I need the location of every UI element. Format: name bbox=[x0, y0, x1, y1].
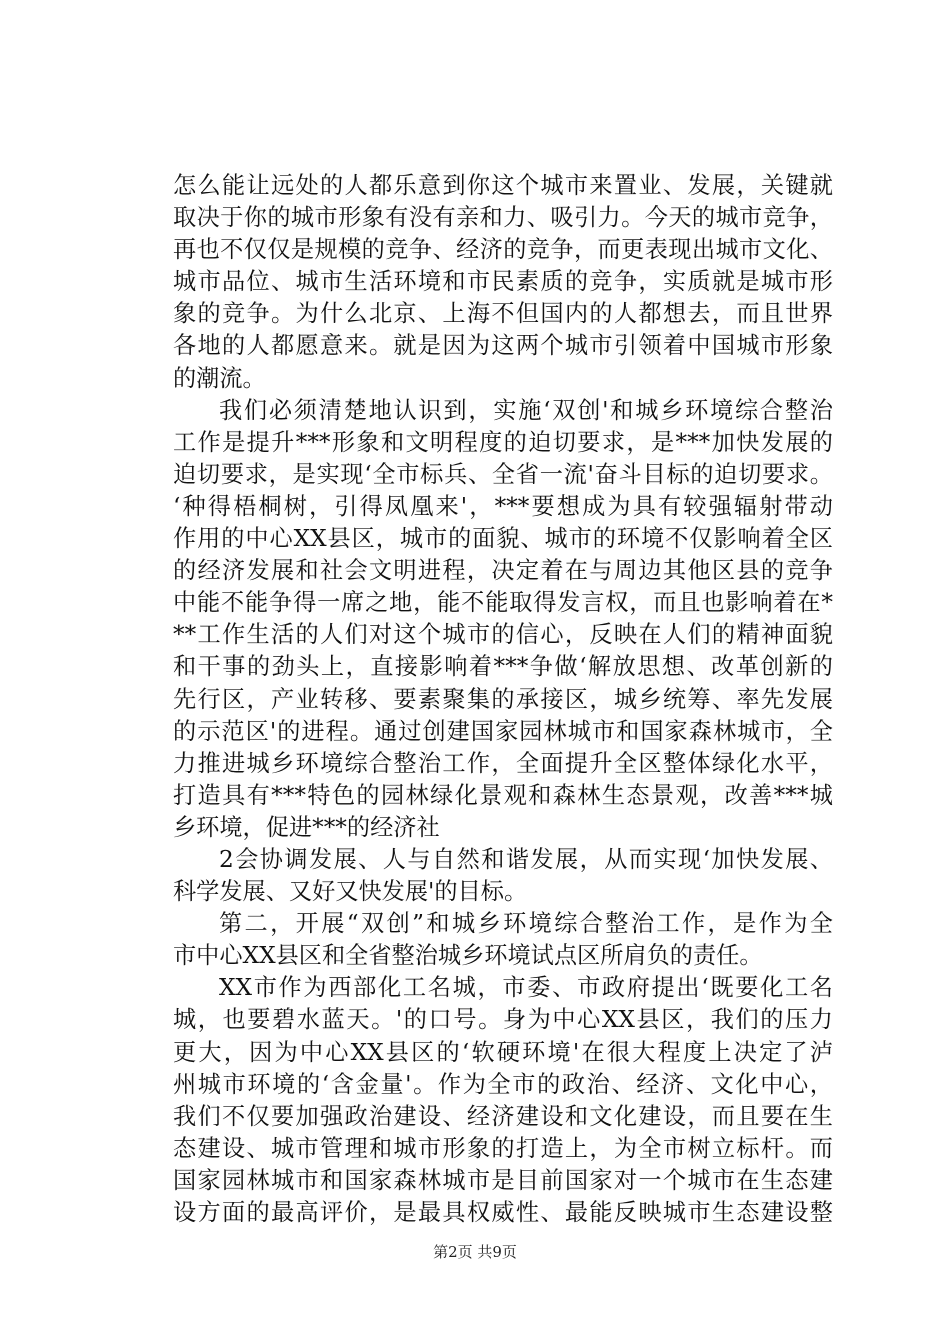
text-line: 我们必须清楚地认识到，实施‘双创'和城乡环境综合整治 bbox=[219, 396, 833, 424]
text-line: 的经济发展和社会文明进程，决定着在与周边其他区县的竞争 bbox=[173, 557, 833, 585]
text-line: 第二，开展“双创”和城乡环境综合整治工作，是作为全 bbox=[219, 910, 833, 938]
text-line: 2会协调发展、人与自然和谐发展，从而实现‘加快发展、 bbox=[219, 845, 833, 873]
text-line: 的潮流。 bbox=[173, 364, 266, 392]
text-line: ‘种得梧桐树，引得凤凰来'，***要想成为具有较强辐射带动 bbox=[173, 492, 833, 520]
text-line: 设方面的最高评价，是最具权威性、最能反映城市生态建设整 bbox=[173, 1199, 833, 1226]
text-line: 工作是提升***形象和文明程度的迫切要求，是***加快发展的 bbox=[173, 428, 833, 456]
text-line: 怎么能让远处的人都乐意到你这个城市来置业、发展，关键就 bbox=[173, 172, 833, 199]
text-line: 城，也要碧水蓝天。'的口号。身为中心XX县区，我们的压力 bbox=[173, 1006, 833, 1034]
text-line: 市中心XX县区和全省整治城乡环境试点区所肩负的责任。 bbox=[173, 942, 763, 970]
text-line: 国家园林城市和国家森林城市是目前国家对一个城市在生态建 bbox=[173, 1166, 833, 1194]
text-line: **工作生活的人们对这个城市的信心，反映在人们的精神面貌 bbox=[173, 621, 833, 649]
text-line: 和干事的劲头上，直接影响着***争做‘解放思想、改革创新的 bbox=[173, 653, 833, 681]
text-line: 州城市环境的‘含金量'。作为全市的政治、经济、文化中心， bbox=[173, 1070, 833, 1098]
text-line: 打造具有***特色的园林绿化景观和森林生态景观，改善***城 bbox=[173, 781, 833, 809]
text-line: 中能不能争得一席之地，能不能取得发言权，而且也影响着在* bbox=[173, 589, 833, 617]
text-line: 态建设、城市管理和城市形象的打造上，为全市树立标杆。而 bbox=[173, 1134, 833, 1162]
text-line: 各地的人都愿意来。就是因为这两个城市引领着中国城市形象 bbox=[173, 332, 833, 360]
text-line: 取决于你的城市形象有没有亲和力、吸引力。今天的城市竞争， bbox=[173, 204, 833, 232]
text-line: 科学发展、又好又快发展'的目标。 bbox=[173, 878, 528, 906]
text-line: 更大，因为中心XX县区的‘软硬环境'在很大程度上决定了泸 bbox=[173, 1038, 833, 1066]
text-line: 乡环境，促进***的经济社 bbox=[173, 813, 440, 841]
text-line: 象的竞争。为什么北京、上海不但国内的人都想去，而且世界 bbox=[173, 300, 833, 328]
text-line: 迫切要求，是实现‘全市标兵、全省一流'奋斗目标的迫切要求。 bbox=[173, 460, 833, 488]
text-line: 再也不仅仅是规模的竞争、经济的竞争，而更表现出城市文化、 bbox=[173, 236, 833, 264]
text-line: 力推进城乡环境综合整治工作，全面提升全区整体绿化水平， bbox=[173, 749, 833, 777]
page-footer: 第2页 共9页 bbox=[433, 1243, 517, 1261]
document-body bbox=[173, 170, 833, 1229]
text-line: 的示范区'的进程。通过创建国家园林城市和国家森林城市，全 bbox=[173, 717, 833, 745]
text-line: 我们不仅要加强政治建设、经济建设和文化建设，而且要在生 bbox=[173, 1102, 833, 1130]
text-line: 作用的中心XX县区，城市的面貌、城市的环境不仅影响着全区 bbox=[173, 525, 833, 553]
text-line: 城市品位、城市生活环境和市民素质的竞争，实质就是城市形 bbox=[173, 268, 833, 296]
text-line: 先行区，产业转移、要素聚集的承接区，城乡统筹、率先发展 bbox=[173, 685, 833, 713]
text-line: XX市作为西部化工名城，市委、市政府提出‘既要化工名 bbox=[219, 974, 833, 1002]
